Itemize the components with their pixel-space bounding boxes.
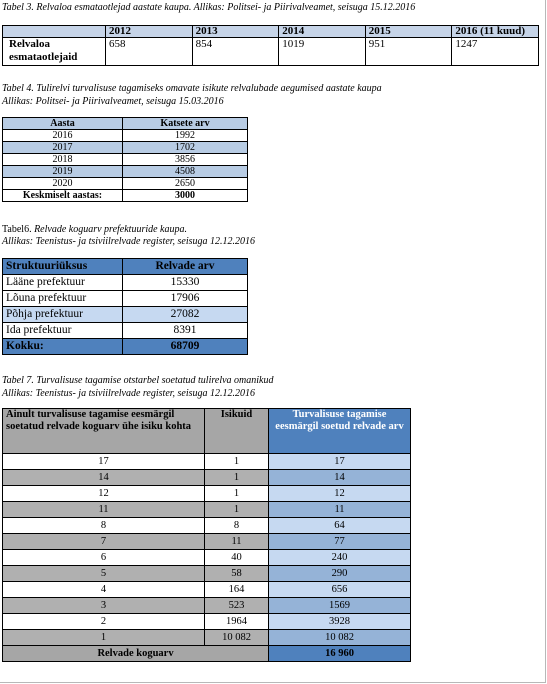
table7-footer-row xyxy=(3,646,411,662)
table7-weapons-cell: 17 xyxy=(269,454,411,470)
table3-caption: Tabel 3. Relvaloa esmataotlejad aastate kaupa. Allikas: Politsei- ja Piirivalveamet, seisuga 15.12.2016 xyxy=(2,2,416,13)
table7-weapons-cell: 656 xyxy=(269,582,411,598)
table3-value-cell: 951 xyxy=(365,38,452,66)
table6-count-cell: 8391 xyxy=(123,323,248,339)
table6-footer-row xyxy=(3,339,248,355)
table4-count-cell: 2650 xyxy=(123,178,248,190)
table7-row xyxy=(3,550,411,566)
table7-row xyxy=(3,598,411,614)
table7-row xyxy=(3,534,411,550)
table6-count-cell: 27082 xyxy=(123,307,248,323)
table7-weapons-cell: 11 xyxy=(269,502,411,518)
table3-header-row xyxy=(3,26,539,38)
table3-data-row xyxy=(3,38,539,66)
table7-persons-cell: 58 xyxy=(205,566,269,582)
table7-weapons-cell: 1569 xyxy=(269,598,411,614)
table6-unit-cell: Lõuna prefektuur xyxy=(3,291,123,307)
table7-weapons-cell: 12 xyxy=(269,486,411,502)
table3 xyxy=(2,25,539,66)
table7-per-person-cell: 12 xyxy=(3,486,205,502)
table7-weapons-cell: 240 xyxy=(269,550,411,566)
table4-row xyxy=(3,166,248,178)
table7-persons-cell: 40 xyxy=(205,550,269,566)
table4-count-cell: 1992 xyxy=(123,130,248,142)
table7-per-person-cell: 4 xyxy=(3,582,205,598)
table6-unit-cell: Lääne prefektuur xyxy=(3,275,123,291)
table4-count-cell: 3856 xyxy=(123,154,248,166)
table3-corner-cell xyxy=(3,26,106,38)
table6-caption-text: Relvade koguarv prefektuuride kaupa. xyxy=(34,224,187,235)
table7-per-person-cell: 7 xyxy=(3,534,205,550)
table4-row xyxy=(3,178,248,190)
table6-count-cell: 17906 xyxy=(123,291,248,307)
table7-per-person-cell: 14 xyxy=(3,470,205,486)
table6-row xyxy=(3,291,248,307)
table7-footer-value: 16 960 xyxy=(269,646,411,662)
table4-count-cell: 1702 xyxy=(123,142,248,154)
table4-footer-label: Keskmiselt aastas: xyxy=(3,190,123,202)
table7-row xyxy=(3,470,411,486)
table7-persons-cell: 164 xyxy=(205,582,269,598)
table6-caption-line2: Allikas: Teenistus- ja tsiviilrelvade register, seisuga 12.12.2016 xyxy=(2,236,256,247)
table7-per-person-cell: 17 xyxy=(3,454,205,470)
table6 xyxy=(2,258,248,355)
table6-row xyxy=(3,323,248,339)
table7-per-person-cell: 11 xyxy=(3,502,205,518)
table7-per-person-cell: 6 xyxy=(3,550,205,566)
table6-footer-value: 68709 xyxy=(123,339,248,355)
table7-persons-cell: 1 xyxy=(205,486,269,502)
table4-header-row xyxy=(3,118,248,130)
table6-row xyxy=(3,307,248,323)
table6-header-row xyxy=(3,259,248,275)
table7-header-cell: Isikuid xyxy=(205,409,269,454)
table4-year-cell: 2017 xyxy=(3,142,123,154)
table3-row-label: Relvaloa esmataotlejaid xyxy=(3,38,106,66)
table7-per-person-cell: 8 xyxy=(3,518,205,534)
table3-year-cell: 2015 xyxy=(365,26,452,38)
table3-year-cell: 2014 xyxy=(279,26,366,38)
table4-row xyxy=(3,130,248,142)
table7-persons-cell: 1 xyxy=(205,454,269,470)
table7-weapons-cell: 14 xyxy=(269,470,411,486)
table3-year-cell: 2012 xyxy=(106,26,193,38)
table7-caption-line1: Tabel 7. Turvalisuse tagamise otstarbel soetatud tulirelva omanikud xyxy=(2,375,274,386)
table4-caption-line1: Tabel 4. Tulirelvi turvalisuse tagamiseks omavate isikute relvalubade aegumised aastate kaupa xyxy=(2,83,382,94)
table7-per-person-cell: 1 xyxy=(3,630,205,646)
table4-year-cell: 2020 xyxy=(3,178,123,190)
table7-row xyxy=(3,454,411,470)
table6-footer-label: Kokku: xyxy=(3,339,123,355)
table7-row xyxy=(3,518,411,534)
table4-header-cell: Katsete arv xyxy=(123,118,248,130)
table7-row xyxy=(3,614,411,630)
table7 xyxy=(2,408,411,662)
table7-row xyxy=(3,566,411,582)
table7-weapons-cell: 10 082 xyxy=(269,630,411,646)
table4-year-cell: 2016 xyxy=(3,130,123,142)
table6-header-cell: Struktuuriüksus xyxy=(3,259,123,275)
table4-year-cell: 2018 xyxy=(3,154,123,166)
table3-value-cell: 1019 xyxy=(279,38,366,66)
table4-footer-value: 3000 xyxy=(123,190,248,202)
table7-persons-cell: 523 xyxy=(205,598,269,614)
table7-per-person-cell: 3 xyxy=(3,598,205,614)
table6-caption-label: Tabel6. xyxy=(2,224,32,235)
table7-persons-cell: 1 xyxy=(205,470,269,486)
table7-header-cell: Ainult turvalisuse tagamise eesmärgil soetatud relvade koguarv ühe isiku kohta xyxy=(3,409,205,454)
table6-count-cell: 15330 xyxy=(123,275,248,291)
table4-caption-line2: Allikas: Politsei- ja Piirivalveamet, seisuga 15.03.2016 xyxy=(2,96,224,107)
table7-weapons-cell: 3928 xyxy=(269,614,411,630)
table7-weapons-cell: 64 xyxy=(269,518,411,534)
table7-persons-cell: 10 082 xyxy=(205,630,269,646)
table7-per-person-cell: 5 xyxy=(3,566,205,582)
table7-per-person-cell: 2 xyxy=(3,614,205,630)
table3-value-cell: 658 xyxy=(106,38,193,66)
table4-row xyxy=(3,142,248,154)
table7-row xyxy=(3,630,411,646)
table6-unit-cell: Ida prefektuur xyxy=(3,323,123,339)
table3-year-cell: 2016 (11 kuud) xyxy=(452,26,539,38)
table6-row xyxy=(3,275,248,291)
table7-persons-cell: 8 xyxy=(205,518,269,534)
table7-footer-label: Relvade koguarv xyxy=(3,646,269,662)
table7-header-row xyxy=(3,409,411,454)
table7-persons-cell: 1964 xyxy=(205,614,269,630)
table7-row xyxy=(3,582,411,598)
table4-row xyxy=(3,154,248,166)
table7-weapons-cell: 77 xyxy=(269,534,411,550)
table4 xyxy=(2,117,248,202)
table7-persons-cell: 11 xyxy=(205,534,269,550)
table3-year-cell: 2013 xyxy=(192,26,279,38)
table7-row xyxy=(3,486,411,502)
table4-footer-row xyxy=(3,190,248,202)
table6-caption-line1 xyxy=(2,224,187,236)
table6-header-cell: Relvade arv xyxy=(123,259,248,275)
table7-persons-cell: 1 xyxy=(205,502,269,518)
table6-unit-cell: Põhja prefektuur xyxy=(3,307,123,323)
table7-row xyxy=(3,502,411,518)
table4-year-cell: 2019 xyxy=(3,166,123,178)
table3-value-cell: 1247 xyxy=(452,38,539,66)
table7-header-cell: Turvalisuse tagamise eesmärgil soetud relvade arv xyxy=(269,409,411,454)
table7-caption-line2: Allikas: Teenistus- ja tsiviilrelvade register, seisuga 12.12.2016 xyxy=(2,388,256,399)
table7-weapons-cell: 290 xyxy=(269,566,411,582)
table4-count-cell: 4508 xyxy=(123,166,248,178)
table3-value-cell: 854 xyxy=(192,38,279,66)
table4-header-cell: Aasta xyxy=(3,118,123,130)
